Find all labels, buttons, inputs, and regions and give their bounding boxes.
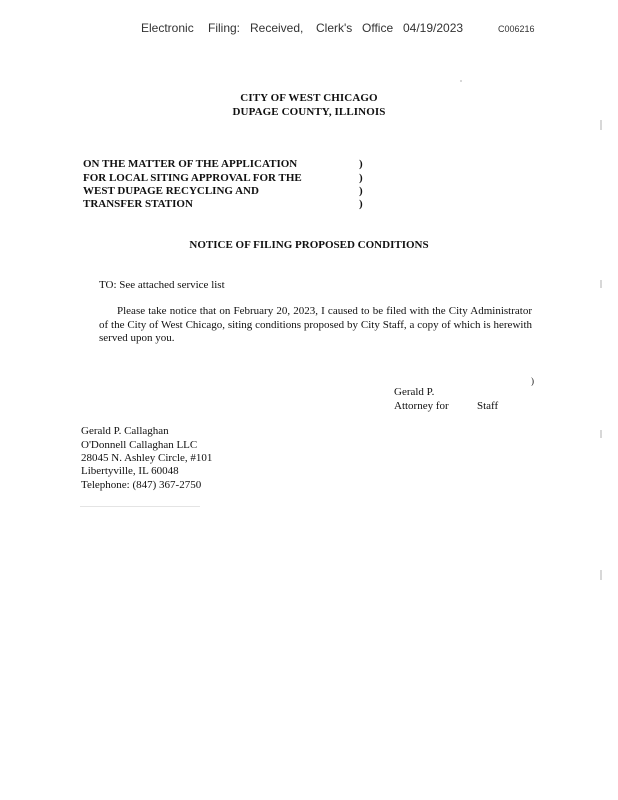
scan-artifact (600, 570, 602, 580)
signature-role: Attorney for (394, 400, 449, 412)
attorney-name: Gerald P. Callaghan (81, 425, 169, 437)
stamp-word: Electronic (141, 21, 194, 35)
signature-client: Staff (477, 400, 499, 412)
caption-paren: ) (359, 185, 363, 197)
matter-line: WEST DUPAGE RECYCLING AND (83, 185, 259, 197)
attorney-street: 28045 N. Ashley Circle, #101 (81, 452, 213, 464)
stamp-word: Received, (250, 21, 304, 35)
scan-artifact (80, 506, 200, 507)
signature-mark: ) (531, 376, 534, 386)
document-title: NOTICE OF FILING PROPOSED CONDITIONS (189, 239, 429, 251)
caption-paren: ) (359, 198, 363, 210)
caption-paren: ) (359, 172, 363, 184)
to-line: TO: See attached service list (99, 279, 225, 291)
stamp-code: C006216 (498, 24, 535, 34)
notice-paragraph: Please take notice that on February 20, 2023, I caused to be filed with the City Administrator of the City of West Chicago, siting conditions proposed by City Staff, a copy of which is herewith served upon you. (99, 305, 532, 344)
scan-artifact (460, 80, 462, 82)
attorney-phone: Telephone: (847) 367-2750 (81, 479, 202, 491)
matter-line: FOR LOCAL SITING APPROVAL FOR THE (83, 172, 302, 184)
scan-artifact (600, 120, 602, 130)
attorney-city: Libertyville, IL 60048 (81, 465, 179, 477)
matter-line: ON THE MATTER OF THE APPLICATION (83, 158, 298, 170)
stamp-date: 04/19/2023 (403, 21, 464, 35)
attorney-firm: O'Donnell Callaghan LLC (81, 439, 198, 451)
stamp-word: Clerk's (316, 21, 353, 35)
scan-artifact (600, 280, 602, 288)
court-name: CITY OF WEST CHICAGO (240, 92, 378, 104)
stamp-word: Filing: (208, 21, 241, 35)
stamp-word: Office (362, 21, 394, 35)
signature-name: Gerald P. (394, 386, 435, 398)
scan-artifact (600, 430, 602, 438)
matter-line: TRANSFER STATION (83, 198, 193, 210)
caption-paren: ) (359, 158, 363, 170)
court-county: DUPAGE COUNTY, ILLINOIS (232, 106, 386, 118)
